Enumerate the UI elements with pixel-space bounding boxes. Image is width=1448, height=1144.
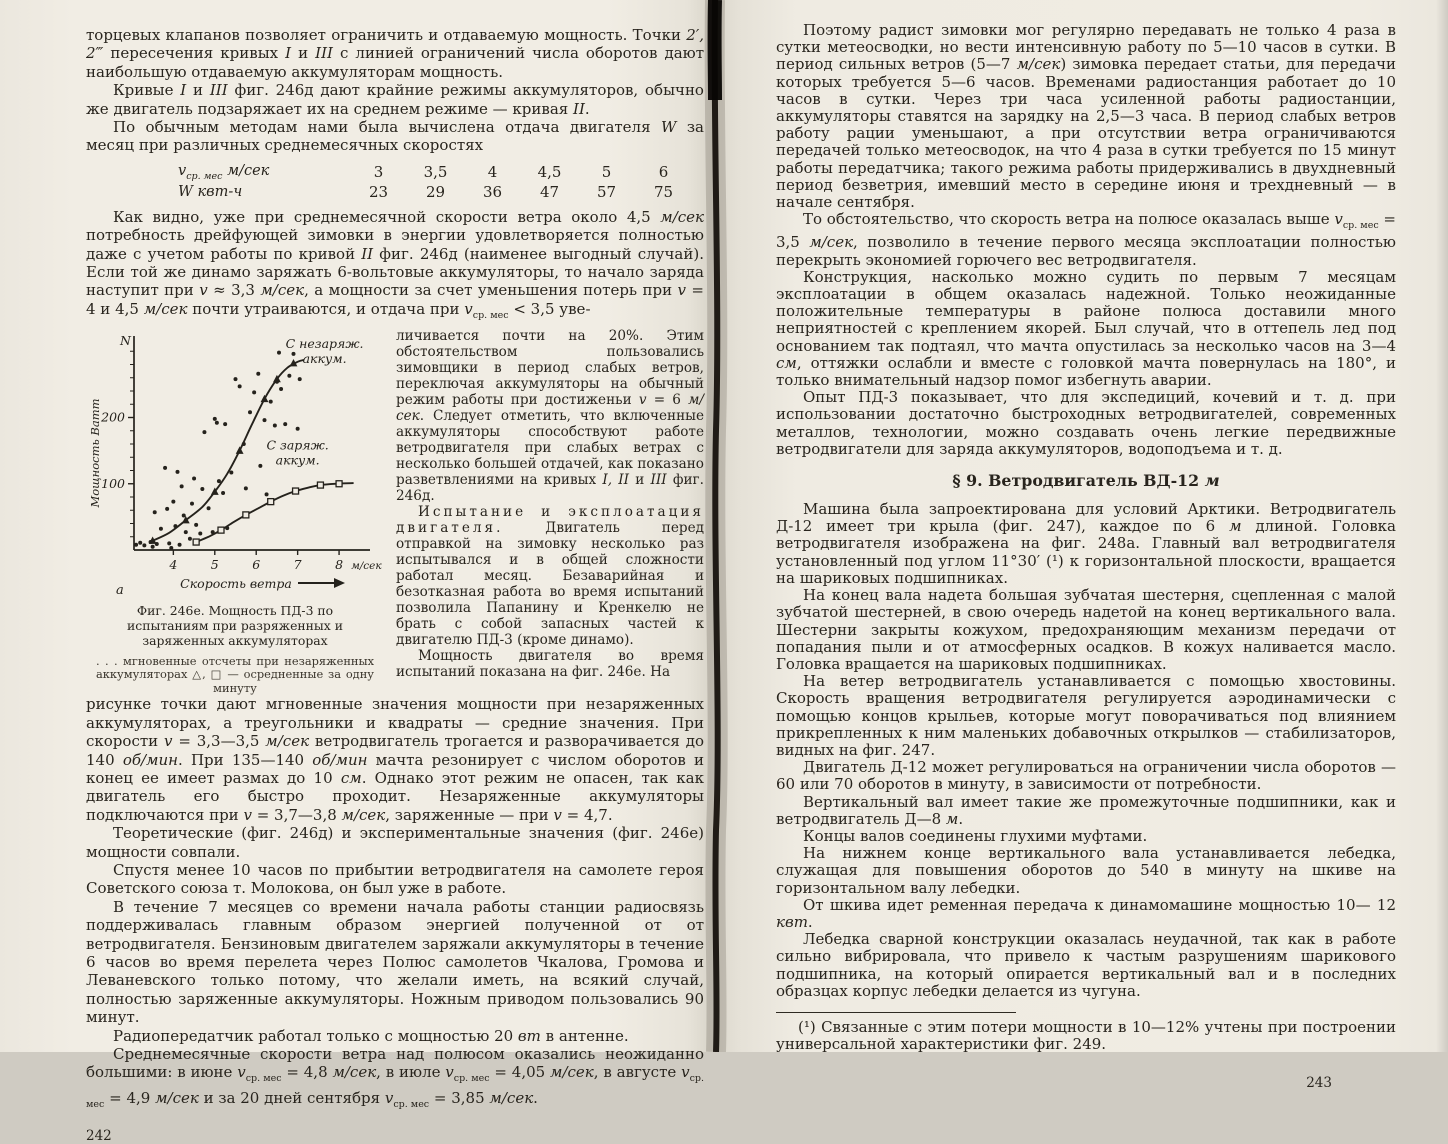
paragraph: Лебедка сварной конструкции оказалась неудачной, так как в работе сильно вибрировала, что привело к частым разрушениям шарикового подшипника, на который опирается вертикальный вал и в последних образцах корпус лебедки делается из чугуна. <box>776 930 1396 1000</box>
figure-caption: Фиг. 246е. Мощность ПД-3 по испытаниям при разряженных и заряженных аккумуляторах <box>127 603 343 648</box>
table-cell: 5 <box>601 163 612 182</box>
paragraph: Кривые I и III фиг. 246д дают крайние режимы аккумуляторов, обычно же двигатель подзаряжает их на среднем режиме — кривая II. <box>86 81 704 118</box>
bottom-text-block <box>86 695 704 1114</box>
paragraph: торцевых клапанов позволяет ограничить и отдаваемую мощность. Точки 2′, 2‴ пересечения кривых I и III с линией ограничений числа оборотов дают наибольшую отдаваемую аккумуляторам мощность. <box>86 26 704 81</box>
svg-text:Мощность Ватт: Мощность Ватт <box>88 398 102 508</box>
table-row-label: W квт-ч <box>178 183 243 200</box>
paragraph: На нижнем конце вертикального вала устанавливается лебедка, служащая для повышения оборотов до 540 в минуту на шкиве на горизонтальном валу лебедки. <box>776 844 1396 897</box>
text-column <box>384 328 704 695</box>
svg-text:100: 100 <box>101 475 125 491</box>
paragraph: От шкива идет ременная передача к динамомашине мощностью 10— 12 квт. <box>776 895 1396 931</box>
table-cell: 57 <box>596 182 617 201</box>
paragraph: На ветер ветродвигатель устанавливается с помощью хвостовины. Скорость вращения ветродвигателя регулируется аэродинамически с помощью концов крыльев, которые могут поворачиваться под влиянием прикрепленных к ним маленьких добавочных открылков — стабилизаторов, видных на фиг. 247. <box>776 672 1396 759</box>
section-heading: § 9. Ветродвигатель ВД-12 м <box>952 471 1220 491</box>
figure-and-column-row <box>86 328 704 695</box>
paragraph: По обычным методам нами была вычислена отдача двигателя W за месяц при различных среднемесячных скоростях <box>86 118 704 155</box>
table-cell: 47 <box>539 182 560 201</box>
table-row <box>178 163 692 183</box>
svg-text:м/сек: м/сек <box>351 560 382 573</box>
paragraph: Опыт ПД-3 показывает, что для экспедиций, кочевий и т. д. при использовании достаточно быстроходных ветродвигателей, современных металлов, технологии, можно создавать очень легкие передвижные ветродвигатели для заряда аккумуляторов, водоподъема и т. д. <box>776 388 1396 458</box>
paragraph: Среднемесячные скорости ветра над полюсом оказались неожиданно большими: в июне $v_{ср. мес} = 4,8$ м/сек, в июле $v_{ср. мес} = 4,05$ м/сек, в августе $v_{ср. мес} = 4,9$ м/сек и за 20 дней сентября $v_{ср. мес} = 3,85$ м/сек. <box>86 1045 704 1110</box>
paragraph: Поэтому радист зимовки мог регулярно передавать не только 4 раза в сутки метеосводки, но вести интенсивную работу по 5—10 часов в сутки. В период сильных ветров (5—7 м/сек) зимовка передает статьи, для передачи которых требуется 5—6 часов. Временами радиостанция работает до 10 часов в сутки. Через три часа усиленной работы радиостанции, аккумуляторы ставятся на зарядку на 2,5—3 часа. В период слабых ветров работу рации уменьшают, а при отсутствии ветра ограничиваются передачей только метеосводок, на что 4 раза в сутки требуется по 15 минут работы передатчика; такого режима работы придерживались в двухдневный период безветрия, имевший место в середине июня и трехдневный — в начале сентября. <box>776 21 1396 212</box>
paragraph: личивается почти на 20%. Этим обстоятельством пользовались зимовщики в период слабых ветров, переключая аккумуляторы на обычный режим работы при достиженьи v = 6 м/сек. Следует отметить, что включенные аккумуляторы способствуют работе ветродвигателя при слабых ветрах с несколько большей отдачей, как показано разветвлениями на кривых I, II и III фиг. 246д. <box>396 328 704 505</box>
footnote-rule <box>776 1012 1016 1013</box>
paragraph: рисунке точки дают мгновенные значения мощности при незаряженных аккумуляторах, а треугольники и квадраты — средние значения. При скорости v = 3,3—3,5 м/сек ветродвигатель трогается и разворачивается до 140 об/мин. При 135—140 об/мин мачта резонирует с числом оборотов и конец ее имеет размах до 10 см. Однако этот режим не опасен, так как двигатель его быстро проходит. Незаряженные аккумуляторы подключаются при v = 3,7—3,8 м/сек, заряженные — при v = 4,7. <box>86 695 705 824</box>
paragraph: Машина была запроектирована для условий Арктики. Ветродвигатель Д-12 имеет три крыла (фиг. 247), каждое по 6 м длиной. Головка ветродвигателя изображена на фиг. 248а. Главный вал ветродвигателя установленный под углом 11°30′ (¹) к горизонтальной плоскости, вращается на шариковых подшипниках. <box>776 500 1396 587</box>
table-cell: 23 <box>368 182 389 201</box>
table-cell: 3,5 <box>423 163 448 182</box>
table-row <box>178 183 692 202</box>
svg-text:аккум.: аккум. <box>275 452 320 468</box>
svg-text:С незаряж.: С незаряж. <box>285 336 364 352</box>
table-row-label: $v_{ср. мес}$ м/сек <box>178 162 270 182</box>
svg-text:7: 7 <box>293 557 302 573</box>
monthly-output-table <box>178 163 692 202</box>
svg-text:С заряж.: С заряж. <box>266 437 329 453</box>
svg-text:аккум.: аккум. <box>302 351 347 367</box>
svg-text:а: а <box>116 583 124 599</box>
svg-text:6: 6 <box>252 557 261 573</box>
book-gutter-shadow <box>694 0 738 1052</box>
paragraph: Спустя менее 10 часов по прибытии ветродвигателя на самолете героя Советского союза т. Молокова, он был уже в работе. <box>86 861 704 898</box>
svg-text:N: N <box>120 333 131 349</box>
footnote: (¹) Связанные с этим потери мощности в 10—12% учтены при построении универсальной характеристики фиг. 249. <box>776 1017 1396 1054</box>
table-cell: 29 <box>425 182 446 201</box>
svg-text:5: 5 <box>210 557 219 573</box>
table-cell: 6 <box>658 163 669 182</box>
figure-legend-note: . . . мгновенные отсчеты при незаряженных аккумуляторах △, □ — осредненные за одну минуту <box>96 653 374 695</box>
svg-text:8: 8 <box>335 557 344 573</box>
page-left-242 <box>86 26 704 1144</box>
paragraph: Теоретические (фиг. 246д) и экспериментальные значения (фиг. 246е) мощности совпали. <box>86 824 704 861</box>
svg-text:4: 4 <box>169 557 178 573</box>
table-cell: 36 <box>482 182 503 201</box>
page-number: 242 <box>86 1128 112 1144</box>
table-cell: 4,5 <box>537 163 562 182</box>
svg-text:Скорость ветра: Скорость ветра <box>180 576 292 592</box>
paragraph: То обстоятельство, что скорость ветра на полюсе оказалась выше $v_{ср. мес} = 3,5$ м/сек, позволило в течение первого месяца эксплоатации полностью перекрыть экономией горючего вес ветродвигателя. <box>776 210 1397 269</box>
table-cell: 75 <box>653 182 674 201</box>
paragraph: Радиопередатчик работал только с мощностью 20 вт в антенне. <box>113 1026 629 1045</box>
page-number: 243 <box>1306 1075 1332 1092</box>
paragraph: Концы валов соединены глухими муфтами. <box>803 826 1148 845</box>
table-cell: 3 <box>373 163 384 182</box>
scan-right-edge-shadow <box>1436 0 1448 1052</box>
paragraph: Испытание и эксплоатация двигателя. Двигатель перед отправкой на зимовку несколько раз испытывался и в общей сложности работал месяц. Безаварийная и безотказная работа во время испытаний позволила Папанину и Кренкелю не брать с собой запасных частей к двигателю ПД-3 (кроме динамо). <box>396 504 704 649</box>
paragraph: Конструкция, насколько можно судить по первым 7 месяцам эксплоатации в общем оказалась надежной. Только неожиданные положительные температуры в районе полюса доставили много неприятностей с креплением якорей. Был случай, что в оттепель лед под основанием так подтаял, что мачта опустилась за несколько часов на 3—4 см, оттяжки ослабли и вместе с головкой мачта повернулась на 180°, и только внимательный надзор помог избегнуть аварии. <box>776 267 1396 390</box>
paragraph: В течение 7 месяцев со времени начала работы станции радиосвязь поддерживалась главным образом энергией полученной от от ветродвигателя. Бензиновым двигателем заряжали аккумуляторы в течение 6 часов во время перелета через Полюс самолетов Чкалова, Громова и Леваневского только потому, что желали иметь, на всякий случай, полностью заряженные аккумуляторы. Ножным приводом пользовались 90 минут. <box>86 897 704 1027</box>
figure-246e-chart <box>86 328 384 598</box>
svg-text:200: 200 <box>101 409 125 425</box>
paragraph: Вертикальный вал имеет такие же промежуточные подшипники, как и ветродвигатель Д—8 м. <box>776 792 1396 828</box>
paragraph: На конец вала надета большая зубчатая шестерня, сцепленная с малой зубчатой шестерней, в свою очередь надетой на конец вертикального вала. Шестерни закрыты кожухом, предохраняющим механизм передачи от попадания пыли и от атмосферных осадков. В кожух наливается масло. Головка вращается на шариковых подшипниках. <box>776 586 1396 673</box>
figure-246e <box>86 328 384 695</box>
paragraph: Мощность двигателя во время испытаний показана на фиг. 246е. На <box>396 648 704 681</box>
paragraph: Как видно, уже при среднемесячной скорости ветра около 4,5 м/сек потребность дрейфующей зимовки в энергии удовлетворяется полностью даже с учетом работы по кривой II фиг. 246д (наименее выгодный случай). Если той же динамо заряжать 6-вольтовые аккумуляторы, то начало заряда наступит при v ≈ 3,3 м/сек, а мощности за счет уменьшения потерь при v = 4 и 4,5 м/сек почти утраиваются, и отдача при $v_{ср. мес} < 3,5$ уве- <box>86 207 705 321</box>
page-right-243 <box>776 22 1396 1091</box>
table-cell: 4 <box>487 163 498 182</box>
paragraph: Двигатель Д-12 может регулироваться на ограничении числа оборотов — 60 или 70 оборотов в минуту, в зависимости от потребности. <box>776 758 1396 794</box>
